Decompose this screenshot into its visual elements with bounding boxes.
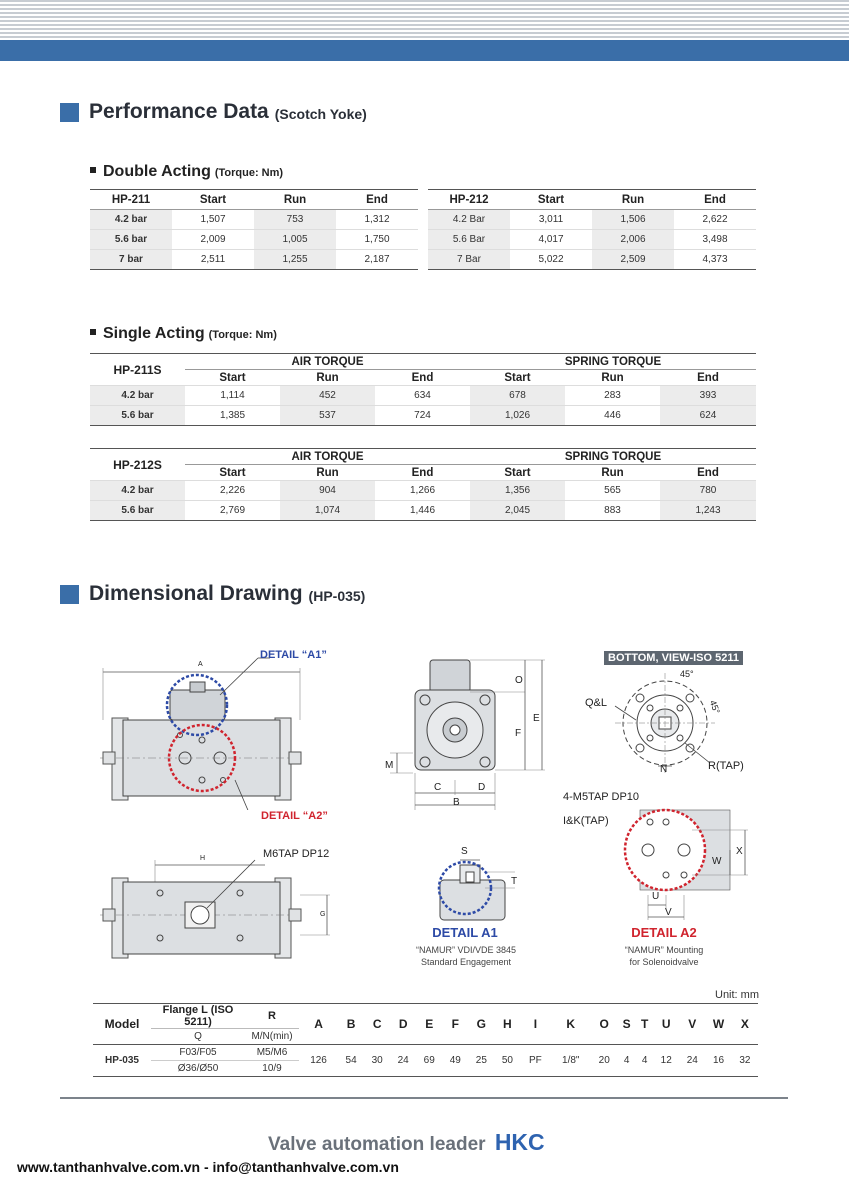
table-cell: 1,255 xyxy=(254,250,336,270)
detail-a1-caption xyxy=(400,944,532,968)
dim-col-d: D xyxy=(398,1017,408,1031)
dim-value-h: 50 xyxy=(494,1045,520,1077)
single-acting-title xyxy=(90,325,277,343)
detail-a1-caption-line1: “NAMUR” VDI/VDE 3845 xyxy=(415,945,517,955)
table-cell: 904 xyxy=(280,481,375,501)
table-cell: 1,243 xyxy=(660,501,756,521)
spring-torque-header: SPRING TORQUE xyxy=(470,449,756,465)
row-label: 5.6 bar xyxy=(90,501,185,521)
performance-title: Performance Data xyxy=(89,100,269,123)
footer-divider xyxy=(60,1097,788,1099)
dimensional-section-title xyxy=(60,582,365,606)
rtap-label: R(TAP) xyxy=(708,760,744,772)
dim-value-v: 24 xyxy=(679,1045,705,1077)
row-label: 5.6 bar xyxy=(90,230,172,250)
dim-label-w: W xyxy=(712,856,722,867)
table-cell: 2,226 xyxy=(185,481,280,501)
footer-contact[interactable]: www.tanthanhvalve.com.vn - info@tanthanhvalve.com.vn xyxy=(17,1159,399,1175)
row-label: 5.6 Bar xyxy=(428,230,510,250)
dim-value-w: 16 xyxy=(705,1045,732,1077)
dim-col-o: O xyxy=(599,1017,609,1031)
col-header: Run xyxy=(601,371,624,384)
flange-header: Flange L (ISO 5211) xyxy=(162,1004,234,1028)
double-acting-unit: (Torque: Nm) xyxy=(214,167,284,179)
table-cell: 1,750 xyxy=(336,230,418,250)
dim-col-w: W xyxy=(712,1017,725,1031)
table-cell: 1,356 xyxy=(470,481,565,501)
dim-label-v: V xyxy=(665,907,672,918)
performance-subtitle: (Scotch Yoke) xyxy=(274,106,367,122)
table-cell: 1,506 xyxy=(592,210,674,230)
dim-col-h: H xyxy=(503,1017,512,1031)
spring-torque-header: SPRING TORQUE xyxy=(470,354,756,370)
col-header: Run xyxy=(316,371,339,384)
dim-col-a: A xyxy=(314,1017,323,1031)
iktap-label: I&K(TAP) xyxy=(563,815,609,827)
model-header: HP-211S xyxy=(113,362,162,377)
dim-value-d: 24 xyxy=(390,1045,416,1077)
double-acting-title xyxy=(90,163,283,181)
front-view-drawing xyxy=(95,640,320,810)
group-header-row xyxy=(90,449,756,465)
dim-col-x: X xyxy=(740,1017,749,1031)
detail-a1-caption-line2: Standard Engagement xyxy=(420,957,512,967)
col-header: End xyxy=(411,466,434,479)
table-cell: 565 xyxy=(565,481,660,501)
dim-col-v: V xyxy=(688,1017,697,1031)
table-cell: 452 xyxy=(280,386,375,406)
row-label: 4.2 bar xyxy=(90,386,185,406)
col-header: Start xyxy=(219,466,246,479)
row-label: 4.2 bar xyxy=(90,481,185,501)
table-cell: 2,045 xyxy=(470,501,565,521)
double-acting-table-hp212 xyxy=(428,189,756,270)
dim-label-u: U xyxy=(652,891,660,902)
dim-label-o: O xyxy=(515,675,523,686)
bullet-icon xyxy=(90,167,96,173)
ql-label: Q&L xyxy=(585,697,608,709)
detail-a1-drawing xyxy=(425,850,525,930)
table-row xyxy=(93,1045,758,1061)
col-header: End xyxy=(336,190,418,210)
col-header-row xyxy=(90,370,756,386)
dim-label-t: T xyxy=(511,876,518,887)
model-header: HP-211 xyxy=(90,190,172,210)
dim-value-b: 54 xyxy=(338,1045,364,1077)
dim-value-a: 126 xyxy=(299,1045,338,1077)
brand-logo: HKC xyxy=(494,1129,545,1155)
dim-col-u: U xyxy=(661,1017,671,1031)
col-header: Run xyxy=(601,466,624,479)
model-header: HP-212S xyxy=(113,457,162,472)
flange-cell: F03/F05 xyxy=(151,1045,245,1061)
dim-label-d: D xyxy=(478,782,486,793)
q-header: Q xyxy=(151,1029,245,1045)
dim-label-n: N xyxy=(660,764,668,775)
bullet-icon xyxy=(90,329,96,335)
table-row xyxy=(428,230,756,250)
row-label: 4.2 bar xyxy=(90,210,172,230)
col-header-row xyxy=(90,465,756,481)
flange-cell: Ø36/Ø50 xyxy=(151,1061,245,1077)
col-header: Run xyxy=(592,190,674,210)
table-cell: 1,266 xyxy=(375,481,470,501)
detail-a2-caption-line2: for Solenoidvalve xyxy=(629,957,699,967)
model-header: HP-212 xyxy=(428,190,510,210)
dim-value-c: 30 xyxy=(364,1045,390,1077)
table-cell: 283 xyxy=(565,386,660,406)
table-row xyxy=(90,481,756,501)
r-cell: M5/M6 xyxy=(245,1045,299,1061)
bottom-view-tag: BOTTOM, VIEW-ISO 5211 xyxy=(604,651,743,665)
dim-col-t: T xyxy=(640,1017,649,1031)
detail-a2-drawing xyxy=(620,800,750,925)
table-cell: 624 xyxy=(660,406,756,426)
row-label: 7 bar xyxy=(90,250,172,270)
dim-value-t: 4 xyxy=(636,1045,653,1077)
unit-label: Unit: mm xyxy=(715,989,759,1001)
m6tap-label: M6TAP DP12 xyxy=(263,848,330,860)
table-cell: 1,385 xyxy=(185,406,280,426)
table-cell: 2,769 xyxy=(185,501,280,521)
table-row xyxy=(90,250,418,270)
performance-section-title xyxy=(60,100,367,124)
table-cell: 2,509 xyxy=(592,250,674,270)
dim-col-e: E xyxy=(425,1017,434,1031)
col-header: Start xyxy=(510,190,592,210)
dim-label-a: A xyxy=(198,661,203,668)
col-header: End xyxy=(411,371,434,384)
table-row xyxy=(90,501,756,521)
table-cell: 4,017 xyxy=(510,230,592,250)
table-cell: 753 xyxy=(254,210,336,230)
row-label: 4.2 Bar xyxy=(428,210,510,230)
mn-header: M/N(min) xyxy=(245,1029,299,1045)
model-header: Model xyxy=(104,1017,140,1031)
table-row xyxy=(428,250,756,270)
dim-label-c: C xyxy=(434,782,442,793)
table-cell: 678 xyxy=(470,386,565,406)
table-cell: 2,009 xyxy=(172,230,254,250)
table-row xyxy=(428,210,756,230)
detail-a2-caption-line1: “NAMUR” Mounting xyxy=(624,945,704,955)
table-cell: 3,498 xyxy=(674,230,756,250)
row-label: 5.6 bar xyxy=(90,406,185,426)
angle-label-1: 45° xyxy=(680,669,694,679)
table-cell: 2,622 xyxy=(674,210,756,230)
m5tap-label: 4-M5TAP DP10 xyxy=(563,791,640,803)
table-cell: 2,006 xyxy=(592,230,674,250)
group-header-row xyxy=(90,354,756,370)
col-header: Start xyxy=(172,190,254,210)
dim-col-f: F xyxy=(451,1017,459,1031)
table-row xyxy=(90,406,756,426)
row-label: 7 Bar xyxy=(428,250,510,270)
table-cell: 4,373 xyxy=(702,254,728,265)
r-cell: 10/9 xyxy=(245,1061,299,1077)
table-cell: 2,511 xyxy=(200,254,226,265)
col-header: Start xyxy=(504,466,531,479)
dim-value-k: 1/8" xyxy=(550,1045,591,1077)
dim-value-f: 49 xyxy=(442,1045,468,1077)
dim-col-s: S xyxy=(622,1017,631,1031)
table-row xyxy=(90,210,418,230)
detail-a1-callout: DETAIL “A1” xyxy=(260,649,327,661)
single-acting-label: Single Acting xyxy=(103,325,205,342)
table-cell: 1,446 xyxy=(375,501,470,521)
header-band xyxy=(0,40,849,61)
col-header: Run xyxy=(254,190,336,210)
dim-label-x: X xyxy=(736,846,743,857)
model-cell: HP-035 xyxy=(93,1045,151,1077)
dim-col-c: C xyxy=(372,1017,382,1031)
table-cell: 393 xyxy=(660,386,756,406)
dim-label-m: M xyxy=(385,760,394,771)
side-view-drawing xyxy=(385,655,550,815)
single-acting-table-hp211s xyxy=(90,353,756,426)
table-header-row xyxy=(90,190,418,210)
table-cell: 1,026 xyxy=(470,406,565,426)
col-header: Start xyxy=(219,371,246,384)
col-header: Run xyxy=(316,466,339,479)
top-view-drawing xyxy=(95,850,335,960)
dim-label-h: H xyxy=(200,855,206,862)
dim-label-f: F xyxy=(515,728,522,739)
table-cell: 1,005 xyxy=(254,230,336,250)
r-header: R xyxy=(268,1010,276,1022)
col-header: End xyxy=(697,371,719,384)
col-header: Start xyxy=(504,371,531,384)
single-acting-table-hp212s xyxy=(90,448,756,521)
table-cell: 1,507 xyxy=(172,210,254,230)
table-cell: 1,114 xyxy=(185,386,280,406)
col-header: End xyxy=(674,190,756,210)
section-marker-icon xyxy=(60,585,79,604)
detail-a1-title: DETAIL A1 xyxy=(432,925,498,940)
dim-col-b: B xyxy=(346,1017,356,1031)
double-acting-table-hp211 xyxy=(90,189,418,270)
table-cell: 3,011 xyxy=(510,210,592,230)
dim-col-g: G xyxy=(476,1017,486,1031)
dim-value-g: 25 xyxy=(468,1045,494,1077)
dim-value-u: 12 xyxy=(653,1045,679,1077)
dim-header-row xyxy=(93,1004,758,1029)
table-cell: 724 xyxy=(375,406,470,426)
dim-value-i: PF xyxy=(520,1045,550,1077)
dim-value-e: 69 xyxy=(416,1045,442,1077)
dim-label-s: S xyxy=(461,846,468,857)
single-acting-unit: (Torque: Nm) xyxy=(208,329,277,341)
dim-value-s: 4 xyxy=(617,1045,636,1077)
dim-col-k: K xyxy=(566,1017,576,1031)
table-cell: 780 xyxy=(660,481,756,501)
table-cell: 537 xyxy=(280,406,375,426)
table-cell: 2,187 xyxy=(364,254,390,265)
detail-a2-title: DETAIL A2 xyxy=(631,925,697,940)
dim-label-g: G xyxy=(320,911,326,918)
slogan-text: Valve automation leader xyxy=(268,1134,486,1155)
dim-col-i: I xyxy=(533,1017,538,1031)
table-header-row xyxy=(428,190,756,210)
angle-label-2: 45° xyxy=(707,698,722,716)
dimensional-title: Dimensional Drawing xyxy=(89,582,303,605)
table-cell: 1,312 xyxy=(336,210,418,230)
table-cell: 634 xyxy=(375,386,470,406)
double-acting-label: Double Acting xyxy=(103,163,211,180)
dimension-table xyxy=(93,1003,758,1077)
dim-value-x: 32 xyxy=(732,1045,758,1077)
footer-slogan xyxy=(268,1129,545,1156)
table-row xyxy=(90,386,756,406)
air-torque-header: AIR TORQUE xyxy=(185,354,470,370)
header-stripes xyxy=(0,0,849,40)
table-row xyxy=(90,230,418,250)
dim-label-e: E xyxy=(533,713,540,724)
detail-a2-caption xyxy=(598,944,730,968)
dimensional-subtitle: (HP-035) xyxy=(308,588,366,604)
section-marker-icon xyxy=(60,103,79,122)
table-cell: 446 xyxy=(565,406,660,426)
air-torque-header: AIR TORQUE xyxy=(185,449,470,465)
table-cell: 883 xyxy=(565,501,660,521)
table-cell: 1,074 xyxy=(280,501,375,521)
dim-value-o: 20 xyxy=(591,1045,617,1077)
col-header: End xyxy=(697,466,719,479)
dim-label-b: B xyxy=(453,797,460,808)
table-cell: 5,022 xyxy=(538,254,564,265)
detail-a2-callout: DETAIL “A2” xyxy=(261,810,328,822)
